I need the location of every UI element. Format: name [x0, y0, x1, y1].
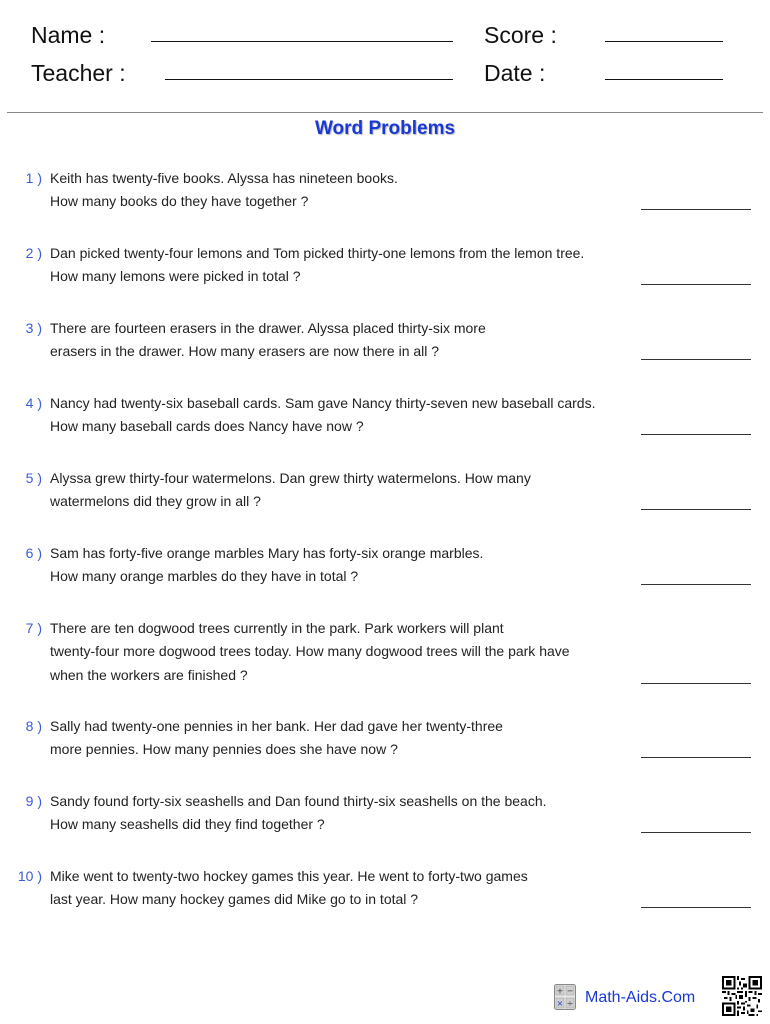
problem-text-line: How many lemons were picked in total ? — [50, 268, 301, 285]
problem-number: 4 ) — [25, 395, 42, 411]
problem-text-line: How many seashells did they find together ? — [50, 816, 325, 833]
problem-number: 2 ) — [25, 245, 42, 261]
problem-text-line: Sam has forty-five orange marbles Mary has forty-six orange marbles. — [50, 545, 484, 561]
name-field-line[interactable] — [151, 41, 453, 42]
problem-text-line: Alyssa grew thirty-four watermelons. Dan grew thirty watermelons. How many — [50, 470, 531, 486]
problem-text-line: more pennies. How many pennies does she have now ? — [50, 741, 398, 758]
svg-text:÷: ÷ — [566, 999, 574, 1008]
answer-blank[interactable] — [641, 757, 751, 758]
problem-text-line: watermelons did they grow in all ? — [50, 493, 261, 510]
worksheet-title: Word Problems — [314, 118, 456, 139]
problem-number: 3 ) — [25, 320, 42, 336]
problem-number: 6 ) — [25, 545, 42, 561]
problem-text-line: Keith has twenty-five books. Alyssa has nineteen books. — [50, 170, 398, 186]
problem-text-line: How many orange marbles do they have in total ? — [50, 568, 359, 585]
problem-number: 1 ) — [25, 170, 42, 186]
brand-link[interactable]: Math-Aids.Com — [585, 989, 696, 1006]
date-field-line[interactable] — [605, 79, 723, 80]
problem-text-line: when the workers are finished ? — [50, 666, 248, 683]
problem-text-line: Mike went to twenty-two hockey games this year. He went to forty-two games — [50, 868, 528, 884]
problem-text-line: Sandy found forty-six seashells and Dan found thirty-six seashells on the beach. — [50, 793, 547, 809]
problem-text-line: How many books do they have together ? — [50, 193, 309, 210]
problem-text-line: There are fourteen erasers in the drawer. Alyssa placed thirty-six more — [50, 320, 486, 336]
problem-text-line: How many baseball cards does Nancy have now ? — [50, 418, 364, 435]
answer-blank[interactable] — [641, 434, 751, 435]
teacher-field-line[interactable] — [165, 79, 453, 80]
calculator-icon — [554, 984, 576, 1010]
problem-text-line: twenty-four more dogwood trees today. How many dogwood trees will the park have — [50, 643, 570, 660]
problem-text-line: Sally had twenty-one pennies in her bank. Her dad gave her twenty-three — [50, 718, 503, 734]
answer-blank[interactable] — [641, 683, 751, 684]
problem-number: 7 ) — [25, 620, 42, 636]
score-label: Score : — [484, 22, 557, 48]
answer-blank[interactable] — [641, 209, 751, 210]
svg-text:×: × — [556, 999, 564, 1008]
score-field-line[interactable] — [605, 41, 723, 42]
problem-text-line: last year. How many hockey games did Mike go to in total ? — [50, 891, 419, 908]
answer-blank[interactable] — [641, 509, 751, 510]
date-label: Date : — [484, 60, 546, 86]
svg-text:−: − — [566, 986, 574, 996]
answer-blank[interactable] — [641, 359, 751, 360]
teacher-label: Teacher : — [31, 60, 126, 86]
problem-number: 9 ) — [25, 793, 42, 809]
problem-number: 10 ) — [17, 868, 42, 884]
header-divider — [7, 112, 763, 113]
answer-blank[interactable] — [641, 584, 751, 585]
answer-blank[interactable] — [641, 907, 751, 908]
problem-number: 5 ) — [25, 470, 42, 486]
problem-number: 8 ) — [25, 718, 42, 734]
answer-blank[interactable] — [641, 284, 751, 285]
svg-text:+: + — [556, 986, 564, 996]
name-label: Name : — [31, 22, 106, 48]
problem-text-line: Dan picked twenty-four lemons and Tom picked thirty-one lemons from the lemon tree. — [50, 245, 585, 261]
problem-text-line: Nancy had twenty-six baseball cards. Sam gave Nancy thirty-seven new baseball cards. — [50, 395, 596, 411]
problem-text-line: There are ten dogwood trees currently in the park. Park workers will plant — [50, 620, 504, 636]
answer-blank[interactable] — [641, 832, 751, 833]
qr-code-icon — [722, 976, 762, 1016]
problem-text-line: erasers in the drawer. How many erasers are now there in all ? — [50, 343, 440, 360]
